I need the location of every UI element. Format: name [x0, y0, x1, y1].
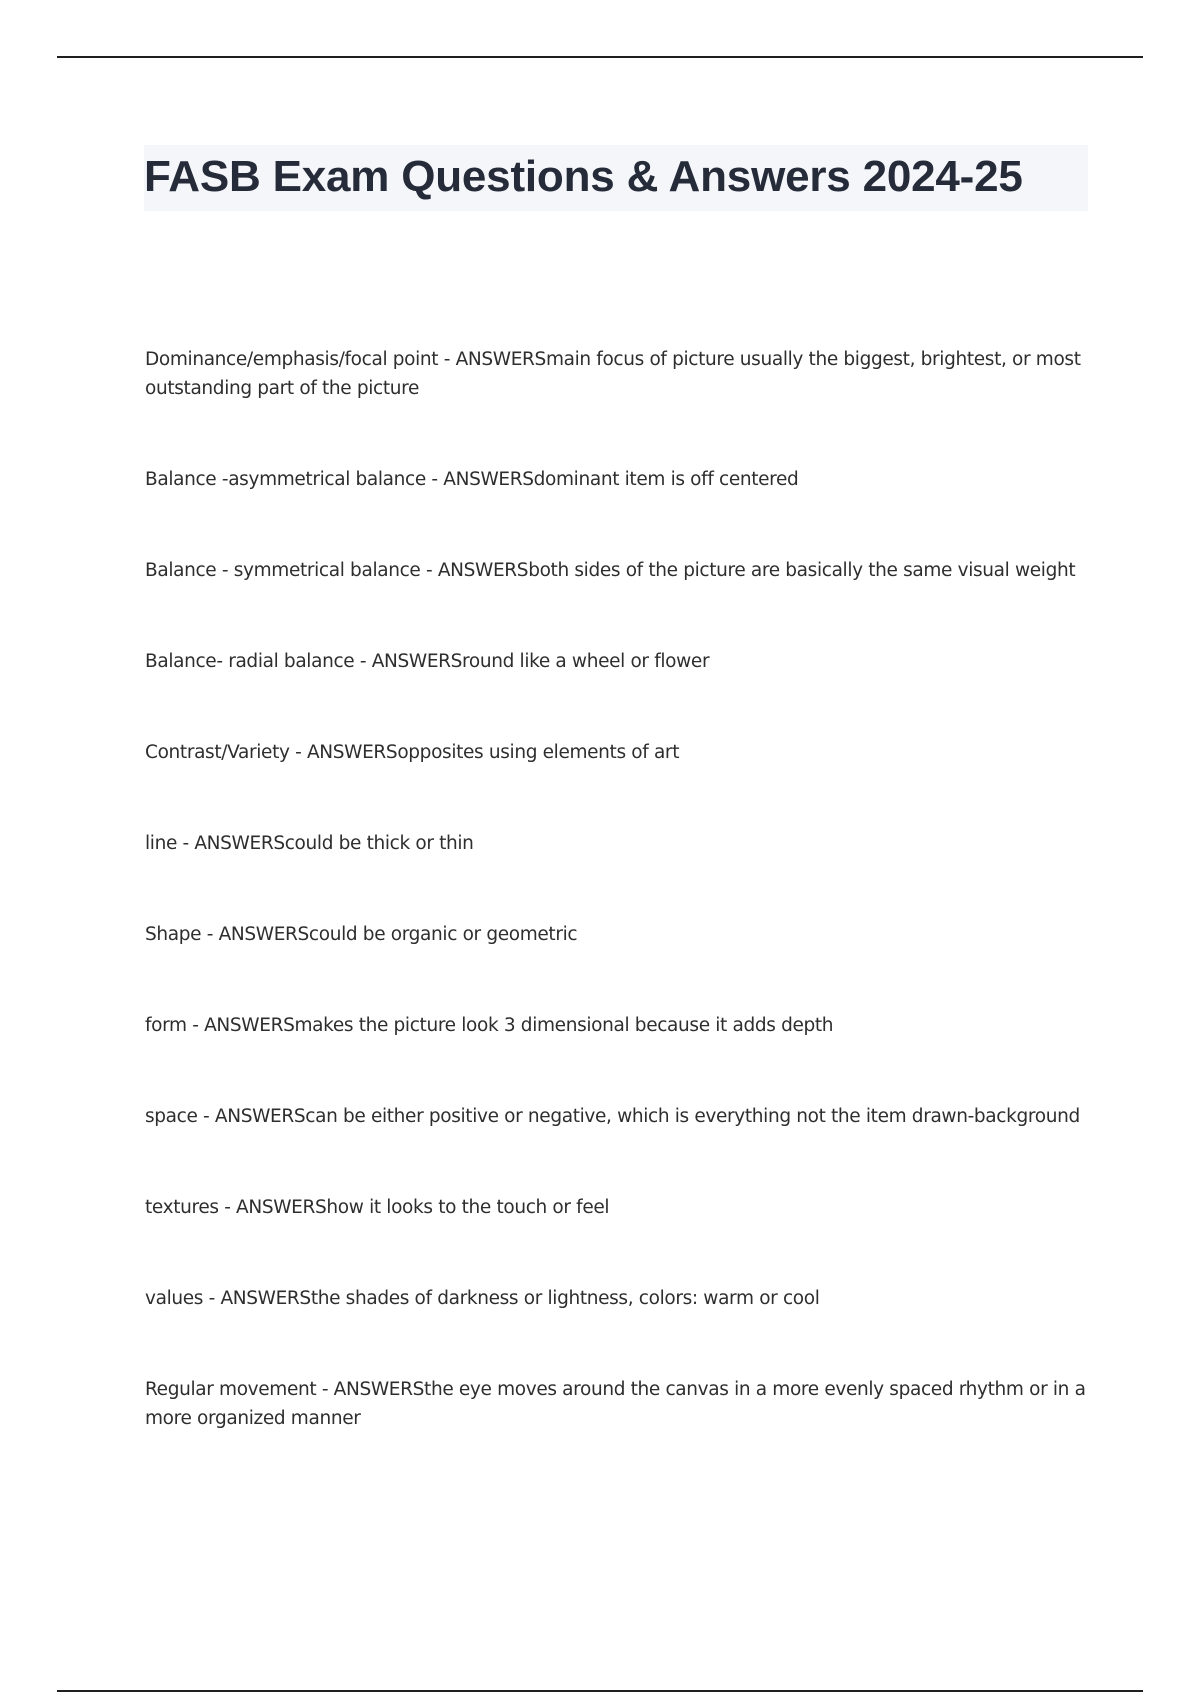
qa-list [145, 345, 1089, 1495]
bottom-rule [57, 1690, 1143, 1692]
qa-entry: Regular movement - ANSWERSthe eye moves around the canvas in a more evenly spaced rhythm or in a more organized manner [145, 1379, 1086, 1429]
top-rule [57, 56, 1143, 58]
qa-entry: Balance- radial balance - ANSWERSround like a wheel or flower [145, 651, 710, 672]
qa-entry: Dominance/emphasis/focal point - ANSWERSmain focus of picture usually the biggest, brightest, or most outstanding part of the picture [145, 349, 1081, 399]
qa-entry: space - ANSWERScan be either positive or negative, which is everything not the item drawn-background [145, 1106, 1080, 1127]
qa-entry: Balance -asymmetrical balance - ANSWERSdominant item is off centered [145, 469, 799, 490]
qa-entry: Contrast/Variety - ANSWERSopposites using elements of art [145, 742, 680, 763]
qa-entry: Balance - symmetrical balance - ANSWERSboth sides of the picture are basically the same visual weight [145, 560, 1076, 581]
qa-entry: Shape - ANSWERScould be organic or geometric [145, 924, 578, 945]
qa-entry: values - ANSWERSthe shades of darkness or lightness, colors: warm or cool [145, 1288, 820, 1309]
title-block [144, 145, 1088, 211]
page-title: FASB Exam Questions & Answers 2024-25 [144, 152, 1023, 201]
qa-entry: textures - ANSWERShow it looks to the touch or feel [145, 1197, 610, 1218]
qa-entry: form - ANSWERSmakes the picture look 3 dimensional because it adds depth [145, 1015, 834, 1036]
qa-entry: line - ANSWERScould be thick or thin [145, 833, 474, 854]
